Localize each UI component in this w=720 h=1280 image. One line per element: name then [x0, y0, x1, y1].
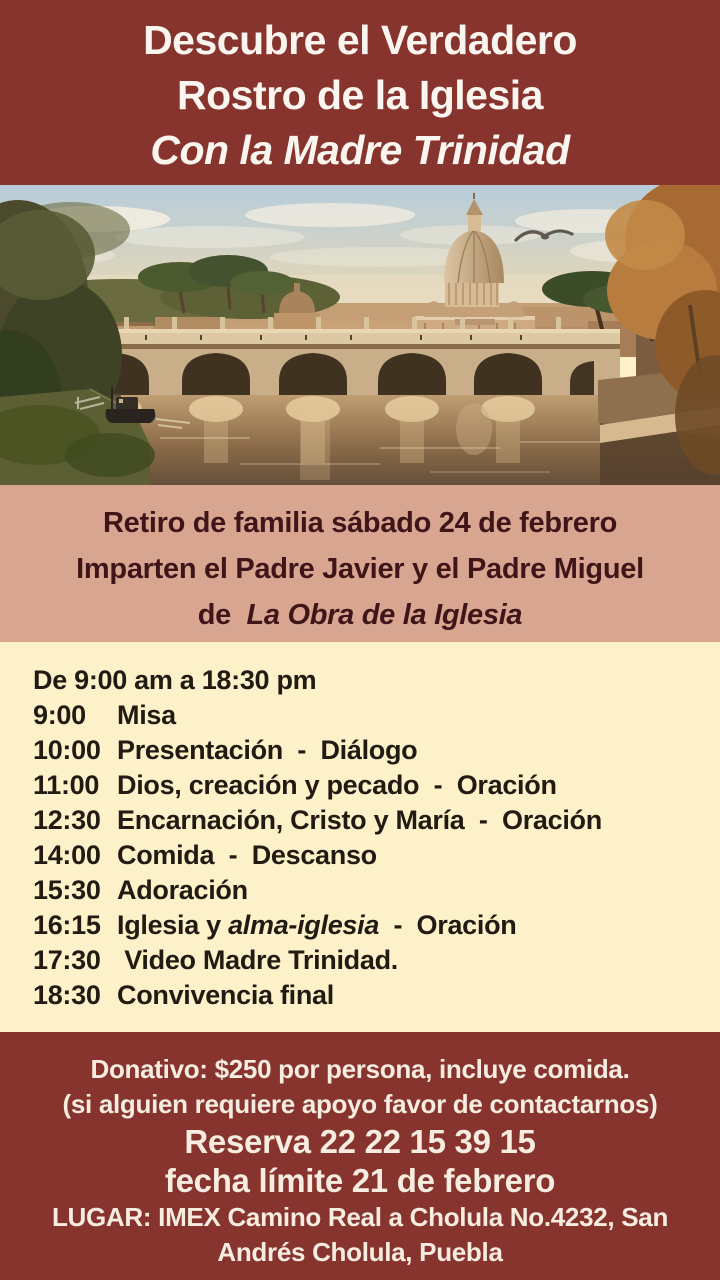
schedule-item — [33, 698, 700, 733]
title-band — [0, 0, 720, 185]
intro-line-3 — [198, 592, 523, 638]
schedule-time: 9:00 — [33, 700, 86, 730]
schedule-item — [33, 978, 700, 1013]
footer-band — [0, 1032, 720, 1280]
schedule-activity — [117, 908, 517, 943]
schedule-time: 16:15 — [33, 910, 101, 940]
schedule-time: 10:00 — [33, 735, 101, 765]
rome-photo-illustration — [0, 185, 720, 485]
schedule-time: 15:30 — [33, 875, 101, 905]
intro-line-2: Imparten el Padre Javier y el Padre Miguel — [76, 553, 644, 585]
schedule-item — [33, 908, 700, 943]
schedule-band — [0, 642, 720, 1032]
schedule-item — [33, 838, 700, 873]
schedule-activity-pre: Iglesia y — [117, 910, 229, 940]
intro-band — [0, 485, 720, 642]
title-line-3: Con la Madre Trinidad — [150, 127, 570, 173]
reservation-phone: Reserva 22 22 15 39 15 — [184, 1123, 536, 1160]
schedule-header: De 9:00 am a 18:30 pm — [33, 665, 317, 695]
schedule-activity-post: - Oración — [379, 910, 517, 940]
rome-photo — [0, 185, 720, 485]
schedule-activity: Dios, creación y pecado - Oración — [117, 770, 557, 800]
schedule-item — [33, 733, 700, 768]
schedule-activity: Presentación - Diálogo — [117, 735, 418, 765]
schedule-activity: Adoración — [117, 875, 248, 905]
location-line: LUGAR: IMEX Camino Real a Cholula No.4232, San Andrés Cholula, Puebla — [51, 1202, 669, 1267]
deadline-line: fecha límite 21 de febrero — [164, 1162, 556, 1199]
schedule-activity: Comida - Descanso — [117, 840, 377, 870]
schedule-time: 14:00 — [33, 840, 101, 870]
donation-line: Donativo: $250 por persona, incluye comida. — [90, 1054, 630, 1084]
intro-line-3-italic: La Obra de la Iglesia — [246, 599, 523, 631]
schedule-activity-italic: alma-iglesia — [228, 910, 380, 940]
schedule-activity: Misa — [117, 700, 176, 730]
intro-line-1: Retiro de familia sábado 24 de febrero — [103, 507, 617, 539]
intro-line-3-prefix: de — [197, 599, 247, 631]
schedule-activity: Encarnación, Cristo y María - Oración — [117, 805, 602, 835]
support-line: (si alguien requiere apoyo favor de contactarnos) — [62, 1089, 658, 1119]
schedule-activity: Convivencia final — [117, 980, 334, 1010]
schedule-time: 12:30 — [33, 805, 101, 835]
schedule-item — [33, 873, 700, 908]
schedule-time: 17:30 — [33, 945, 101, 975]
schedule-item — [33, 803, 700, 838]
schedule-item — [33, 943, 700, 978]
title-line-2: Rostro de la Iglesia — [177, 72, 543, 118]
title-line-1: Descubre el Verdadero — [143, 17, 577, 63]
schedule-time: 11:00 — [33, 770, 100, 800]
schedule-item — [33, 768, 700, 803]
schedule-time: 18:30 — [33, 980, 101, 1010]
schedule-activity: Video Madre Trinidad. — [117, 945, 398, 975]
